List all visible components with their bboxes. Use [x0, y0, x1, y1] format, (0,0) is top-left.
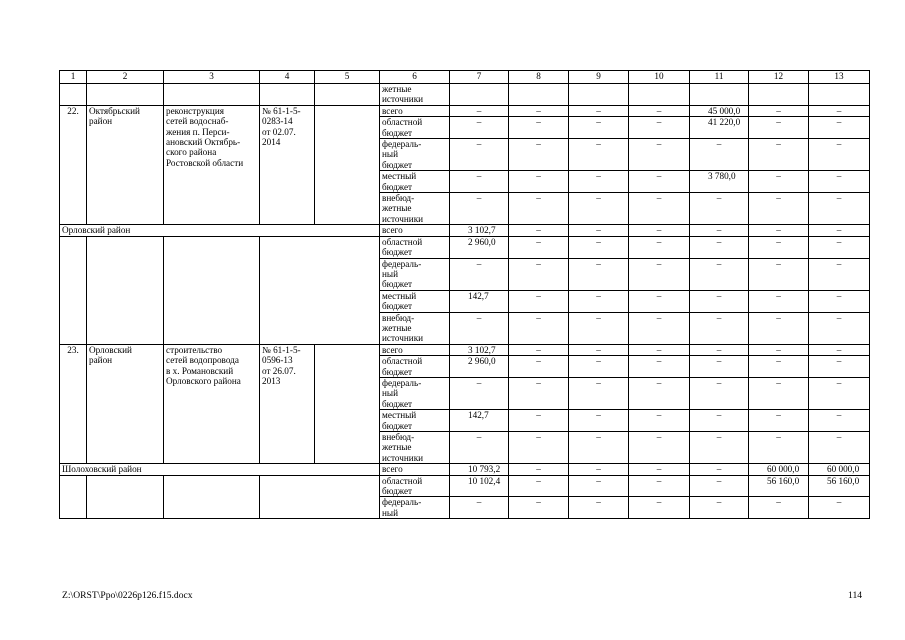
table-cell: – [509, 105, 569, 116]
table-cell: – [569, 464, 629, 475]
table-cell: – [509, 312, 569, 344]
table-cell: 142,7 [450, 290, 509, 312]
table-cell: – [809, 344, 870, 355]
table-cell [690, 84, 749, 106]
table-cell [629, 84, 690, 106]
table-cell: – [629, 193, 690, 225]
table-cell: – [629, 377, 690, 409]
table-cell: – [809, 105, 870, 116]
table-cell: – [690, 193, 749, 225]
table-cell: – [749, 344, 809, 355]
table-cell: Шолоховский район [60, 464, 380, 475]
footer-file-path: Z:\ORST\Ppo\0226p126.f15.docx [62, 590, 193, 601]
table-cell: – [629, 258, 690, 290]
table-cell: – [749, 258, 809, 290]
table-cell: – [569, 139, 629, 171]
table-cell: – [569, 356, 629, 378]
table-cell: 2 [87, 71, 164, 84]
table-cell: – [749, 193, 809, 225]
table-cell: № 61-1-5- 0596-13 от 26.07. 2013 [260, 344, 315, 463]
table-cell: 142,7 [450, 410, 509, 432]
table-cell: 12 [749, 71, 809, 84]
table-cell: 7 [450, 71, 509, 84]
table-cell: 4 [260, 71, 315, 84]
table-cell: – [809, 193, 870, 225]
table-cell: 6 [380, 71, 450, 84]
table-cell: – [749, 312, 809, 344]
table-cell: 3 780,0 [690, 171, 749, 193]
table-cell: – [569, 171, 629, 193]
table-cell: 23. [60, 344, 87, 463]
table-cell: – [690, 356, 749, 378]
table-cell: – [690, 344, 749, 355]
table-cell: – [569, 193, 629, 225]
table-cell: 56 160,0 [809, 475, 870, 497]
table-cell: Орловский район [87, 344, 164, 463]
table-cell [87, 236, 164, 344]
table-cell: – [629, 225, 690, 236]
table-cell: – [690, 258, 749, 290]
table-cell: – [569, 475, 629, 497]
table-row [60, 464, 870, 475]
table-cell [315, 105, 380, 224]
table-cell [749, 84, 809, 106]
table-cell: – [629, 117, 690, 139]
table-cell: 3 [164, 71, 260, 84]
table-cell: областной бюджет [380, 356, 450, 378]
table-cell: – [629, 475, 690, 497]
table-cell: всего [380, 105, 450, 116]
table-cell: – [809, 236, 870, 258]
table-cell: – [690, 410, 749, 432]
table-cell [60, 236, 87, 344]
table-cell: № 61-1-5- 0283-14 от 02.07. 2014 [260, 105, 315, 224]
table-cell: – [509, 497, 569, 519]
table-cell: – [569, 312, 629, 344]
table-cell: – [450, 312, 509, 344]
table-cell: – [749, 105, 809, 116]
table-cell: – [629, 312, 690, 344]
table-cell: – [509, 464, 569, 475]
table-cell: – [509, 225, 569, 236]
table-cell: – [690, 290, 749, 312]
table-cell: – [569, 236, 629, 258]
table-cell: всего [380, 464, 450, 475]
table-row [60, 344, 870, 355]
table-cell: 9 [569, 71, 629, 84]
table-cell: – [629, 410, 690, 432]
table-cell: жетные источники [380, 84, 450, 106]
table-cell: внебюд- жетные источники [380, 193, 450, 225]
table-cell: – [809, 117, 870, 139]
table-cell: – [509, 171, 569, 193]
table-cell: – [809, 497, 870, 519]
table-cell: – [749, 497, 809, 519]
table-cell: – [809, 171, 870, 193]
table-cell: – [809, 432, 870, 464]
table-cell: – [629, 432, 690, 464]
table-cell [809, 84, 870, 106]
table-cell: 41 220,0 [690, 117, 749, 139]
table-cell: – [450, 117, 509, 139]
table-row [60, 225, 870, 236]
table-cell: – [509, 193, 569, 225]
table-cell: реконструкция сетей водоснаб- жения п. Перси- ановский Октябрь- ского района Ростовской области [164, 105, 260, 224]
table-cell: – [569, 225, 629, 236]
table-cell: – [629, 139, 690, 171]
table-cell: 13 [809, 71, 870, 84]
table-cell: 2 960,0 [450, 236, 509, 258]
table-cell: – [629, 464, 690, 475]
table-cell: – [509, 139, 569, 171]
table-cell: 60 000,0 [809, 464, 870, 475]
table-cell: – [629, 356, 690, 378]
table-cell: 3 102,7 [450, 225, 509, 236]
table-cell: 3 102,7 [450, 344, 509, 355]
table-cell: – [809, 410, 870, 432]
table-cell: – [749, 139, 809, 171]
table-cell: федераль- ный бюджет [380, 139, 450, 171]
table-cell: – [749, 225, 809, 236]
table-cell: – [509, 432, 569, 464]
table-cell: 56 160,0 [749, 475, 809, 497]
table-cell [260, 475, 380, 519]
table-cell: федераль- ный [380, 497, 450, 519]
table-cell: – [450, 105, 509, 116]
table-cell: – [690, 139, 749, 171]
table-cell: – [629, 105, 690, 116]
table-cell [60, 84, 87, 106]
table-cell: местный бюджет [380, 290, 450, 312]
table-cell: – [509, 236, 569, 258]
table-cell: федераль- ный бюджет [380, 377, 450, 409]
table-cell: – [749, 356, 809, 378]
table-cell [315, 344, 380, 463]
table-cell: – [690, 432, 749, 464]
table-cell: – [569, 290, 629, 312]
table-cell: 8 [509, 71, 569, 84]
table-cell: федераль- ный бюджет [380, 258, 450, 290]
table-cell: – [569, 432, 629, 464]
table-cell [60, 475, 87, 519]
table-cell: – [809, 356, 870, 378]
table-cell: – [749, 432, 809, 464]
table-cell [164, 475, 260, 519]
table-cell: – [749, 290, 809, 312]
table-cell: – [690, 377, 749, 409]
table-cell: Октябрьский район [87, 105, 164, 224]
table-cell: – [629, 290, 690, 312]
table-cell: – [509, 258, 569, 290]
table-cell: – [509, 290, 569, 312]
table-cell: – [809, 225, 870, 236]
page-number: 114 [848, 590, 863, 601]
table-cell: – [450, 171, 509, 193]
table-cell: – [629, 171, 690, 193]
table-cell: – [690, 497, 749, 519]
table-cell: – [569, 410, 629, 432]
table-cell [569, 84, 629, 106]
table-cell: внебюд- жетные источники [380, 312, 450, 344]
table-cell: – [809, 290, 870, 312]
table-cell: внебюд- жетные источники [380, 432, 450, 464]
table-cell: – [569, 377, 629, 409]
table-cell: – [450, 432, 509, 464]
table-row [60, 236, 870, 258]
table-cell [315, 84, 380, 106]
table-cell: всего [380, 225, 450, 236]
table-cell: 5 [315, 71, 380, 84]
table-row [60, 84, 870, 106]
table-cell: – [450, 139, 509, 171]
table-cell: – [749, 377, 809, 409]
table-cell: – [450, 193, 509, 225]
table-cell: областной бюджет [380, 117, 450, 139]
table-cell: 60 000,0 [749, 464, 809, 475]
table-cell: – [509, 117, 569, 139]
table-cell [509, 84, 569, 106]
table-cell [450, 84, 509, 106]
table-cell: – [809, 377, 870, 409]
table-cell: строительство сетей водопровода в х. Романовский Орловского района [164, 344, 260, 463]
table-cell: 11 [690, 71, 749, 84]
table-cell: – [629, 236, 690, 258]
table-row [60, 475, 870, 497]
table-cell [260, 236, 380, 344]
table-cell: – [749, 236, 809, 258]
table-cell: – [749, 410, 809, 432]
table-cell: – [749, 117, 809, 139]
table-cell: – [450, 497, 509, 519]
table-cell: – [809, 258, 870, 290]
table-cell: – [509, 410, 569, 432]
table-cell: Орловский район [60, 225, 380, 236]
table-cell: 10 102,4 [450, 475, 509, 497]
table-header-row [60, 71, 870, 84]
table-cell: – [809, 312, 870, 344]
table-cell: – [690, 464, 749, 475]
table-cell: 10 [629, 71, 690, 84]
table-cell: – [569, 117, 629, 139]
table-body [60, 71, 870, 519]
table-cell: – [569, 258, 629, 290]
table-cell: местный бюджет [380, 171, 450, 193]
table-cell: – [690, 236, 749, 258]
table-cell: – [690, 312, 749, 344]
table-cell: – [629, 344, 690, 355]
table-cell: – [509, 344, 569, 355]
table-row [60, 105, 870, 116]
table-cell: – [629, 497, 690, 519]
table-cell: местный бюджет [380, 410, 450, 432]
table-cell: 22. [60, 105, 87, 224]
table-cell [87, 475, 164, 519]
table-cell [87, 84, 164, 106]
table-cell: всего [380, 344, 450, 355]
table-cell: – [509, 356, 569, 378]
table-cell: – [569, 344, 629, 355]
table-cell: – [509, 475, 569, 497]
table-cell: – [450, 377, 509, 409]
table-cell: областной бюджет [380, 475, 450, 497]
table-cell [164, 84, 260, 106]
table-cell [164, 236, 260, 344]
table-cell: – [690, 225, 749, 236]
table-cell [260, 84, 315, 106]
table-cell: областной бюджет [380, 236, 450, 258]
table-cell: – [509, 377, 569, 409]
table-cell: 45 000,0 [690, 105, 749, 116]
table-cell: – [690, 475, 749, 497]
table-cell: 1 [60, 71, 87, 84]
table-cell: – [569, 497, 629, 519]
table-cell: – [749, 171, 809, 193]
table-cell: – [450, 258, 509, 290]
table-cell: 2 960,0 [450, 356, 509, 378]
budget-table [59, 70, 870, 519]
table-cell: – [809, 139, 870, 171]
table-cell: 10 793,2 [450, 464, 509, 475]
table-cell: – [569, 105, 629, 116]
